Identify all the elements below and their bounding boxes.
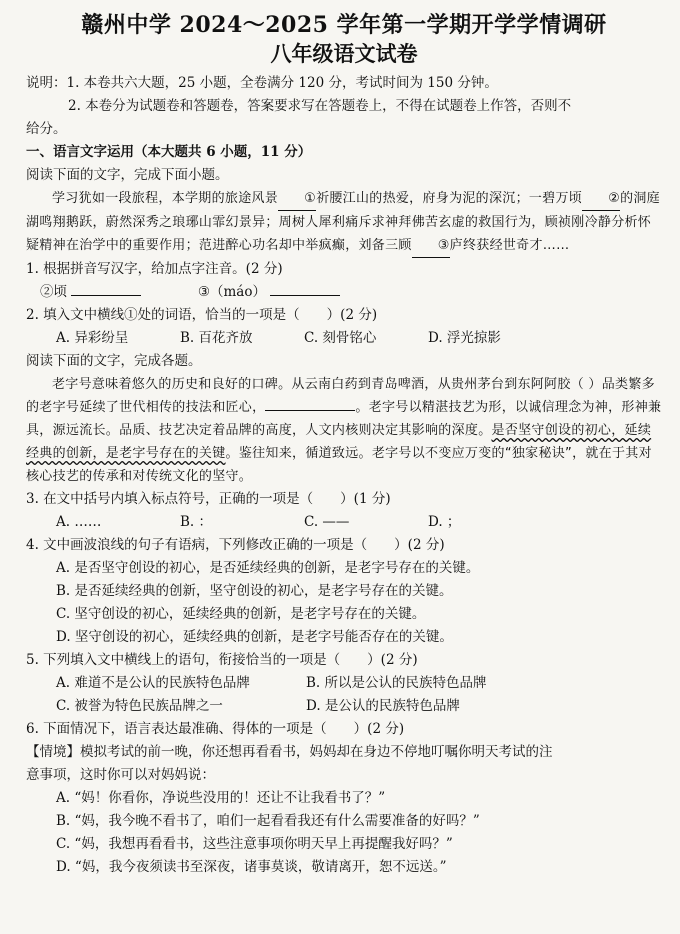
question-6-option-b[interactable]: B. “妈，我今晚不看书了，咱们一起看看我还有什么需要准备的好吗？” [56, 813, 480, 829]
question-6-option-c[interactable]: C. “妈，我想再看看书，这些注意事项你明天早上再提醒我好吗？” [56, 836, 453, 852]
passage-1-text: 学习犹如一段旅程，本学期的旅途风景 [52, 191, 279, 206]
question-1-item-b: ③（máo） [197, 284, 266, 300]
question-2-option-b[interactable]: B. 百花齐放 [180, 330, 253, 346]
passage-2 [26, 373, 662, 488]
instruction-line-1: 说明：1. 本卷共六大题，25 小题，全卷满分 120 分，考试时间为 150 分钟。 [26, 75, 498, 91]
passage-2-text: 。鉴往知来，循道致远。老字号以不变应万变的“独家秘诀”，就在于其对核心技艺的传承和对传统文化的坚守。 [26, 446, 652, 484]
wavy-underlined-sentence: 是否坚守创设的初心，延续经典的创新，是老字号存在的关键 [26, 423, 652, 461]
passage-1-text: 的洞庭湖鸣翔鹅跃，蔚然深秀之琅琊山霏幻景异；周树人犀利痛斥求神拜佛苦玄虚的救国行为，顾祯刚冷静分析怀疑精神在治学中的重要作用；范进醉心功名却中举疯癫，刘备三顾 [26, 191, 660, 253]
passage-1-text: 祈腰江山的热爱，府身为泥的深沉；一碧万顷 [316, 191, 583, 206]
question-5-option-c[interactable]: C. 被誉为特色民族品牌之一 [56, 698, 223, 714]
blank-1: ① [278, 187, 316, 211]
question-5-option-d[interactable]: D. 是公认的民族特色品牌 [306, 698, 460, 714]
question-2-option-a[interactable]: A. 异彩纷呈 [56, 330, 129, 346]
blank-2: ② [582, 187, 620, 211]
read-prompt-1: 阅读下面的文字，完成下面小题。 [26, 167, 229, 183]
instruction-line-3: 给分。 [26, 121, 67, 137]
question-4-option-d[interactable]: D. 坚守创设的初心，延续经典的创新，是老字号能否存在的关键。 [56, 629, 453, 645]
question-6-context-line-2: 意事项，这时你可以对妈妈说： [26, 767, 215, 783]
instruction-line-2: 2. 本卷分为试题卷和答题卷，答案要求写在答题卷上，不得在试题卷上作答，否则不 [68, 98, 572, 114]
passage-2-blank [265, 410, 355, 411]
passage-2-text: 。老字号以精湛技艺为形，以诚信理念为神，形神兼具，源远流长。品质、技艺决定着品牌的高度，人文内核则决定其影响的深度。 [26, 400, 662, 438]
question-3-stem: 3. 在文中括号内填入标点符号，正确的一项是（ ）(1 分) [26, 491, 391, 507]
exam-title: 赣州中学 2024～2025 学年第一学期开学学情调研 [81, 12, 607, 38]
question-5-options-row-2 [26, 695, 662, 718]
passage-2-text: 老字号意味着悠久的历史和良好的口碑。从云南白药到青岛啤酒，从贵州茅台到东阿阿胶（ ）品类繁多的老字号延续了世代相传的技法和匠心， [26, 377, 655, 415]
question-6-context-line-1: 【情境】模拟考试的前一晚，你还想再看看书，妈妈却在身边不停地叮嘱你明天考试的注 [26, 744, 553, 760]
blank-3: ③ [412, 234, 450, 258]
question-5-option-a[interactable]: A. 难道不是公认的民族特色品牌 [56, 675, 250, 691]
question-4-stem: 4. 文中画波浪线的句子有语病，下列修改正确的一项是（ ）(2 分) [26, 537, 445, 553]
passage-1 [26, 187, 662, 258]
question-4-option-b[interactable]: B. 是否延续经典的创新，坚守创设的初心，是老字号存在的关键。 [56, 583, 453, 599]
question-2-options [26, 327, 662, 350]
exam-subtitle: 八年级语文试卷 [270, 41, 418, 66]
question-3-option-b[interactable]: B. ： [180, 514, 213, 530]
read-prompt-2: 阅读下面的文字，完成各题。 [26, 353, 202, 369]
question-4-option-a[interactable]: A. 是否坚守创设的初心，是否延续经典的创新，是老字号存在的关键。 [56, 560, 480, 576]
question-3-options [26, 511, 662, 534]
question-6-option-d[interactable]: D. “妈，我今夜须读书至深夜，诸事莫谈，敬请离开，恕不远送。” [56, 859, 447, 875]
section-1-heading: 一、语言文字运用（本大题共 6 小题，11 分） [26, 144, 312, 160]
question-5-options-row-1 [26, 672, 662, 695]
question-3-option-c[interactable]: C. —— [304, 514, 350, 530]
question-1-item-a: ②顷 [40, 284, 67, 300]
question-1-answer-a[interactable] [71, 295, 141, 296]
question-6-stem: 6. 下面情况下，语言表达最准确、得体的一项是（ ）(2 分) [26, 721, 405, 737]
question-2-option-c[interactable]: C. 刻骨铭心 [304, 330, 377, 346]
question-4-option-c[interactable]: C. 坚守创设的初心，延续经典的创新，是老字号存在的关键。 [56, 606, 426, 622]
question-6-option-a[interactable]: A. “妈！你看你，净说些没用的！还让不让我看书了？” [56, 790, 386, 806]
question-2-stem: 2. 填入文中横线①处的词语，恰当的一项是（ ）(2 分) [26, 307, 378, 323]
question-3-option-a[interactable]: A. …… [56, 514, 102, 530]
question-5-option-b[interactable]: B. 所以是公认的民族特色品牌 [306, 675, 487, 691]
passage-1-text: 庐终获经世奇才…… [449, 238, 570, 253]
question-1-answer-b[interactable] [270, 295, 340, 296]
question-1-answers [26, 281, 662, 304]
question-1-stem: 1. 根据拼音写汉字，给加点字注音。(2 分) [26, 261, 283, 277]
question-3-option-d[interactable]: D. ； [428, 514, 461, 530]
question-2-option-d[interactable]: D. 浮光掠影 [428, 330, 501, 346]
question-5-stem: 5. 下列填入文中横线上的语句，衔接恰当的一项是（ ）(2 分) [26, 652, 418, 668]
